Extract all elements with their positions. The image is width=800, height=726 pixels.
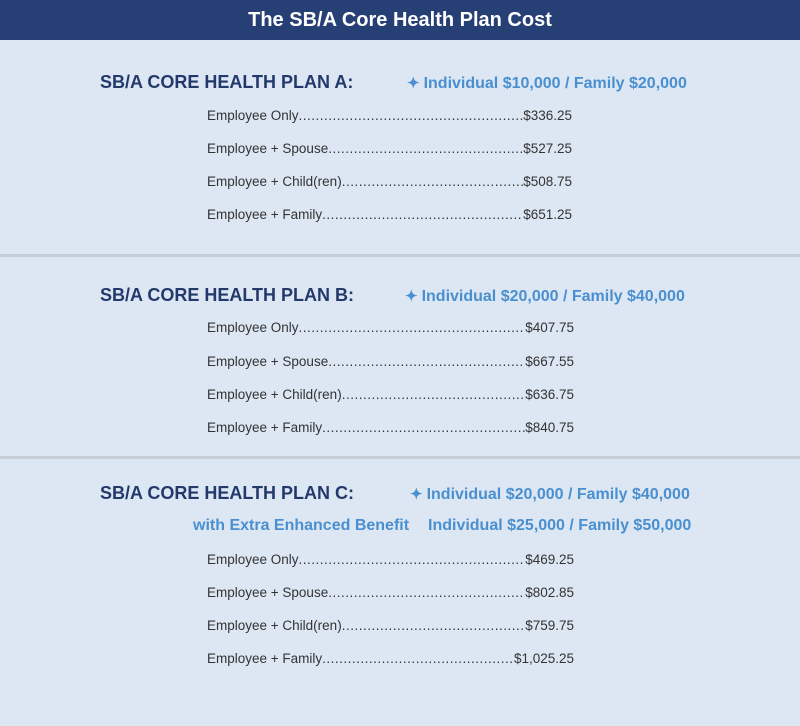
section-divider <box>0 456 800 459</box>
plan-c-row-employee-only: Employee Only ..... $469.25 <box>207 552 574 567</box>
plan-c-row-employee-children: Employee + Child(ren) ..... $759.75 <box>207 618 574 633</box>
plan-b-row-employee-only: Employee Only ..... $407.75 <box>207 320 574 335</box>
plan-c-extra-deductible: Individual $25,000 / Family $50,000 <box>428 517 692 534</box>
page-header <box>0 0 800 40</box>
plan-b-deductible: ✦ Individual $20,000 / Family $40,000 <box>405 288 685 305</box>
plan-b-title: SB/A CORE HEALTH PLAN B: <box>100 285 354 305</box>
plan-b-row-employee-family: Employee + Family ..... $840.75 <box>207 420 574 435</box>
plan-a-row-employee-only: Employee Only ..... $336.25 <box>207 108 572 123</box>
plan-c-title: SB/A CORE HEALTH PLAN C: <box>100 483 354 503</box>
plan-a-deductible: ✦ Individual $10,000 / Family $20,000 <box>407 75 687 92</box>
plan-c-extra-label: with Extra Enhanced Benefit <box>193 517 410 534</box>
plan-c-row-employee-family: Employee + Family ..... $1,025.25 <box>207 651 574 666</box>
plan-a-row-employee-spouse: Employee + Spouse ..... $527.25 <box>207 141 572 156</box>
plan-b-row-employee-children: Employee + Child(ren) ..... $636.75 <box>207 387 574 402</box>
four-point-star-icon: ✦ <box>407 75 420 92</box>
page-title: The SB/A Core Health Plan Cost <box>248 8 552 31</box>
plan-a-row-employee-children: Employee + Child(ren) ..... $508.75 <box>207 174 572 189</box>
plan-b-row-employee-spouse: Employee + Spouse ..... $667.55 <box>207 354 574 369</box>
plan-c-row-employee-spouse: Employee + Spouse ..... $802.85 <box>207 585 574 600</box>
four-point-star-icon: ✦ <box>410 486 423 503</box>
four-point-star-icon: ✦ <box>405 288 418 305</box>
plan-c-deductible: ✦ Individual $20,000 / Family $40,000 <box>410 486 690 503</box>
plan-a-row-employee-family: Employee + Family ..... $651.25 <box>207 207 572 222</box>
plan-a-title: SB/A CORE HEALTH PLAN A: <box>100 72 354 92</box>
section-divider <box>0 254 800 257</box>
